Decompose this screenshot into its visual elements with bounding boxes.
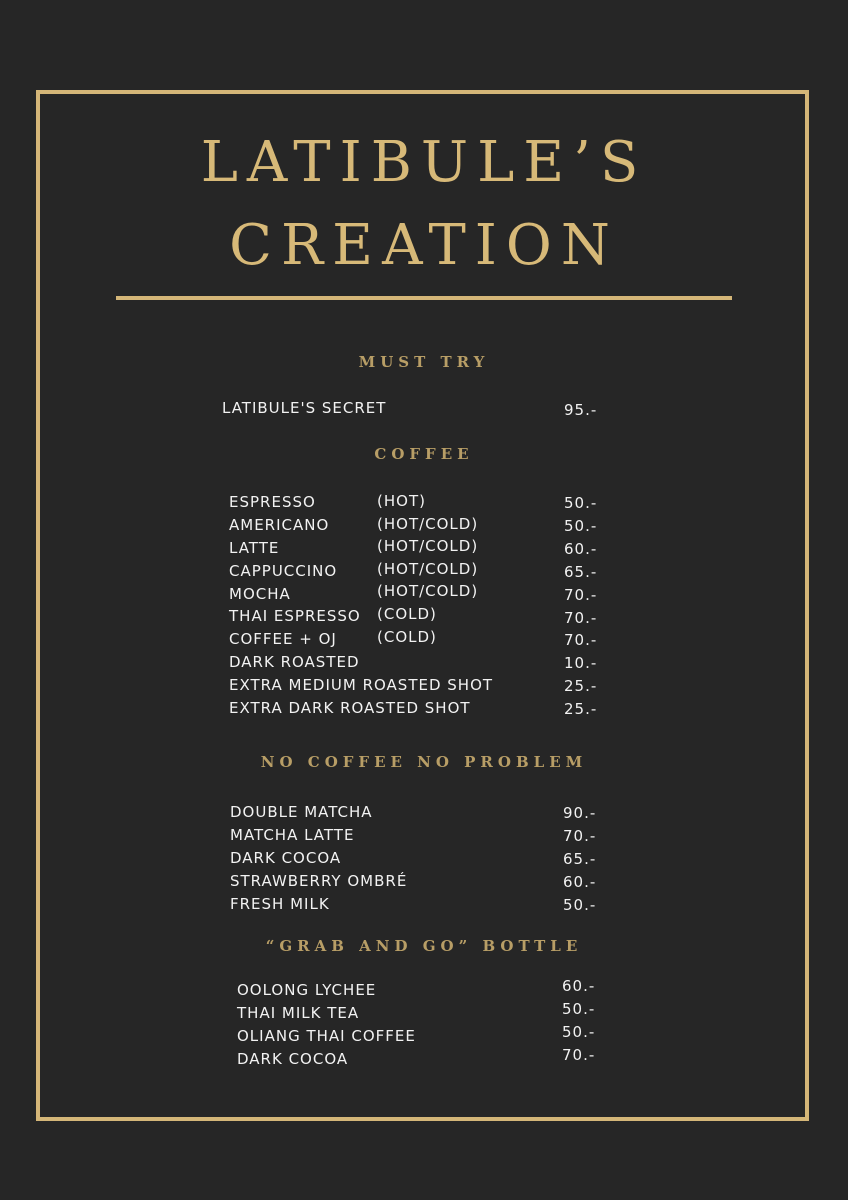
menu-item-temperature-note: (HOT/COLD) — [377, 582, 479, 600]
menu-item-temperature-note: (HOT/COLD) — [377, 515, 479, 533]
menu-item-name: LATIBULE'S SECRET — [222, 399, 387, 417]
menu-item-name: MOCHA — [229, 585, 291, 603]
menu-item-name: THAI MILK TEA — [237, 1004, 360, 1022]
menu-item-price: 70.- — [564, 609, 598, 627]
menu-item-price: 65.- — [563, 850, 597, 868]
menu-item-temperature-note: (COLD) — [377, 605, 437, 623]
menu-item-price: 70.- — [564, 586, 598, 604]
menu-item-name: FRESH MILK — [230, 895, 330, 913]
menu-item-price: 60.- — [562, 977, 596, 995]
menu-item-price: 70.- — [562, 1046, 596, 1064]
menu-title-line1: LATIBULE’S — [200, 130, 648, 195]
section-heading-coffee: COFFEE — [374, 445, 474, 463]
menu-item-price: 50.- — [562, 1023, 596, 1041]
menu-item-name: DARK COCOA — [230, 849, 342, 867]
menu-item-name: AMERICANO — [229, 516, 330, 534]
menu-item-name: EXTRA DARK ROASTED SHOT — [229, 699, 471, 717]
title-divider — [116, 296, 732, 300]
menu-item-name: ESPRESSO — [229, 493, 316, 511]
menu-item-price: 70.- — [563, 827, 597, 845]
menu-item-name: MATCHA LATTE — [230, 826, 355, 844]
menu-item-price: 50.- — [564, 517, 598, 535]
menu-item-price: 60.- — [563, 873, 597, 891]
menu-item-name: OOLONG LYCHEE — [237, 981, 377, 999]
menu-item-temperature-note: (COLD) — [377, 628, 437, 646]
menu-item-price: 50.- — [564, 494, 598, 512]
menu-item-name: OLIANG THAI COFFEE — [237, 1027, 416, 1045]
menu-item-name: EXTRA MEDIUM ROASTED SHOT — [229, 676, 494, 694]
menu-item-name: DOUBLE MATCHA — [230, 803, 373, 821]
menu-item-price: 50.- — [562, 1000, 596, 1018]
menu-item-price: 65.- — [564, 563, 598, 581]
menu-item-price: 25.- — [564, 700, 598, 718]
menu-item-name: LATTE — [229, 539, 280, 557]
section-heading-no-coffee: NO COFFEE NO PROBLEM — [260, 753, 588, 771]
menu-item-name: DARK ROASTED — [229, 653, 360, 671]
menu-item-price: 95.- — [564, 401, 598, 419]
menu-item-name: COFFEE + OJ — [229, 630, 337, 648]
section-heading-grab-and-go: “GRAB AND GO” BOTTLE — [265, 937, 583, 955]
menu-item-price: 90.- — [563, 804, 597, 822]
menu-item-price: 10.- — [564, 654, 598, 672]
menu-item-temperature-note: (HOT/COLD) — [377, 560, 479, 578]
menu-title-line2: CREATION — [229, 213, 619, 278]
menu-item-temperature-note: (HOT) — [377, 492, 426, 510]
menu-item-temperature-note: (HOT/COLD) — [377, 537, 479, 555]
menu-item-price: 60.- — [564, 540, 598, 558]
section-heading-must-try: MUST TRY — [358, 353, 490, 371]
menu-item-price: 25.- — [564, 677, 598, 695]
menu-item-name: THAI ESPRESSO — [229, 607, 361, 625]
menu-item-price: 70.- — [564, 631, 598, 649]
menu-item-name: STRAWBERRY OMBRÉ — [230, 872, 408, 890]
menu-item-name: DARK COCOA — [237, 1050, 349, 1068]
menu-item-name: CAPPUCCINO — [229, 562, 338, 580]
menu-item-price: 50.- — [563, 896, 597, 914]
